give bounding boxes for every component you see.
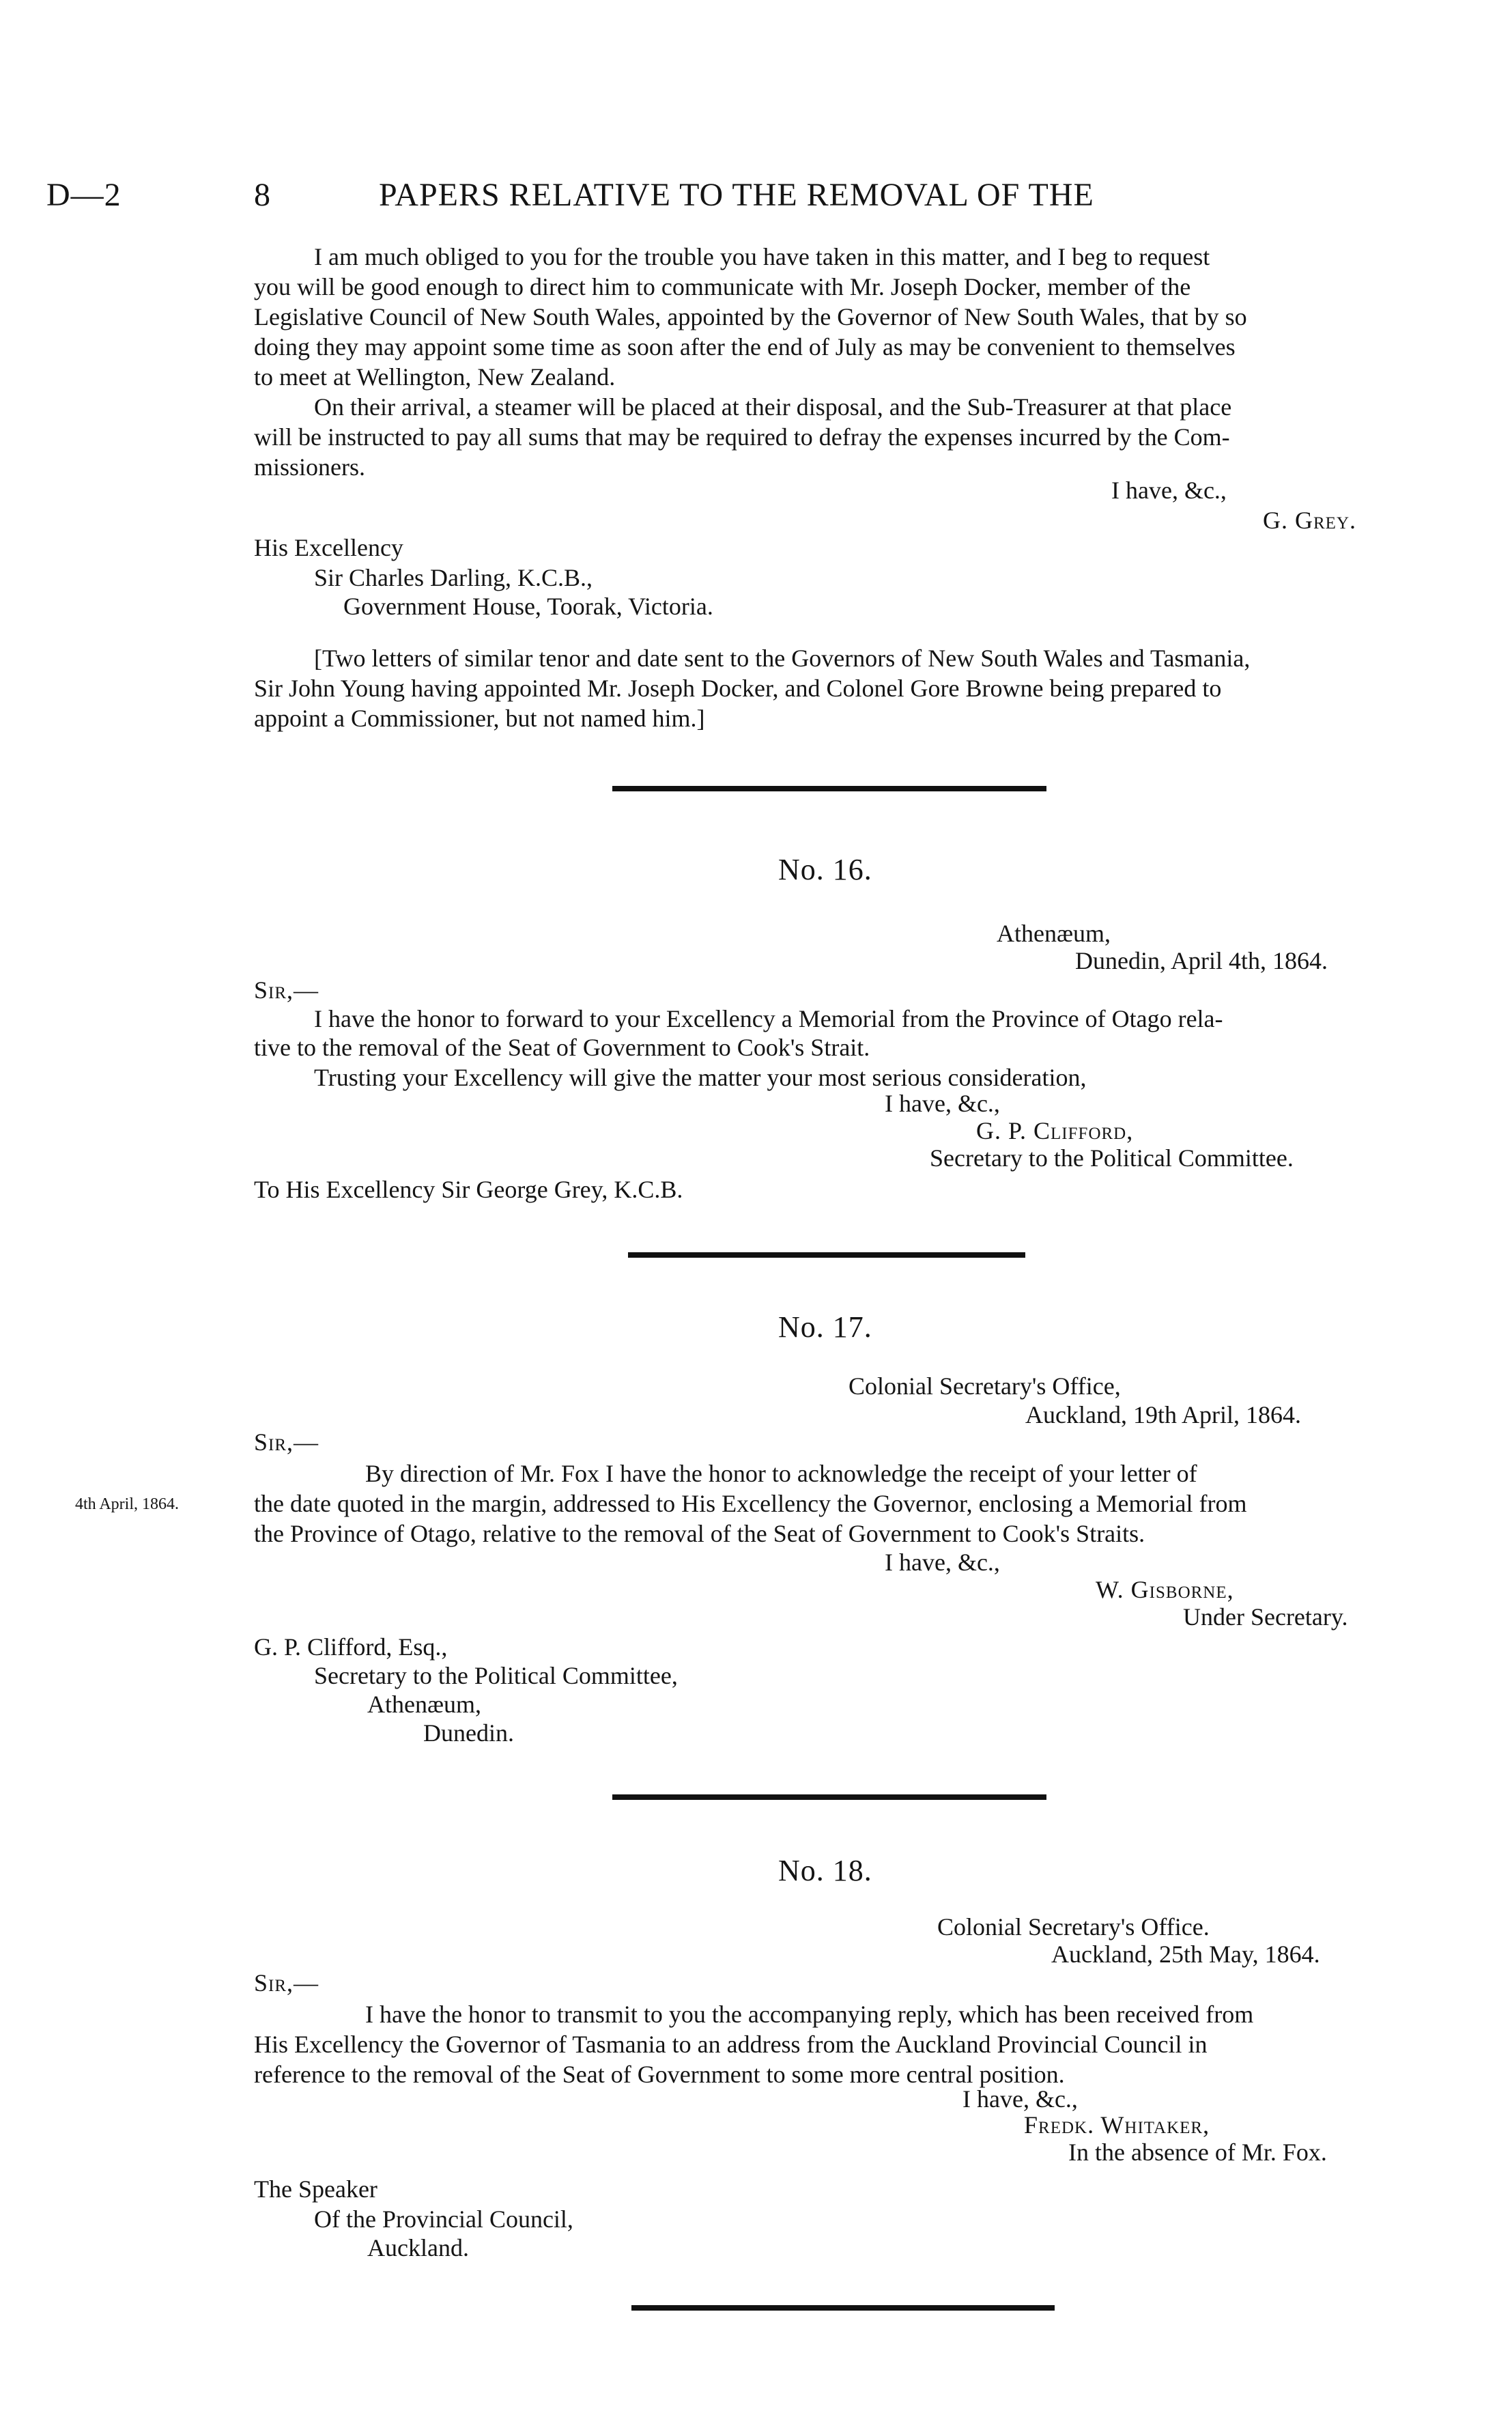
body-line: tive to the removal of the Seat of Government to Cook's Strait. bbox=[254, 1034, 870, 1061]
signature: G. Grey. bbox=[1263, 507, 1356, 534]
closing: I have, &c., bbox=[885, 1549, 1000, 1576]
closing: I have, &c., bbox=[962, 2085, 1078, 2113]
body-line: doing they may appoint some time as soon after the end of July as may be convenient to themselves bbox=[254, 333, 1236, 361]
signature: G. P. Clifford, bbox=[976, 1117, 1134, 1144]
date: Auckland, 19th April, 1864. bbox=[1025, 1401, 1301, 1428]
address-line: Government House, Toorak, Victoria. bbox=[343, 593, 713, 620]
signatory-title: Secretary to the Political Committee. bbox=[930, 1144, 1294, 1172]
closing: I have, &c., bbox=[885, 1090, 1000, 1117]
note-line: appoint a Commissioner, but not named him.] bbox=[254, 705, 705, 732]
running-title: PAPERS RELATIVE TO THE REMOVAL OF THE bbox=[379, 177, 1094, 213]
letter-number: No. 16. bbox=[778, 853, 872, 886]
address-line: His Excellency bbox=[254, 534, 403, 561]
body-line: By direction of Mr. Fox I have the honor to acknowledge the receipt of your letter of bbox=[365, 1460, 1197, 1487]
section-divider bbox=[631, 2305, 1055, 2311]
note-line: [Two letters of similar tenor and date sent to the Governors of New South Wales and Tasmania, bbox=[314, 645, 1251, 672]
note-line: Sir John Young having appointed Mr. Joseph Docker, and Colonel Gore Browne being prepared to bbox=[254, 675, 1222, 702]
salutation: Sir,— bbox=[254, 976, 319, 1004]
address-line: The Speaker bbox=[254, 2175, 377, 2203]
place: Colonial Secretary's Office. bbox=[937, 1913, 1210, 1941]
address-line: Sir Charles Darling, K.C.B., bbox=[314, 564, 593, 591]
page-number: 8 bbox=[254, 177, 271, 213]
body-line: Trusting your Excellency will give the matter your most serious consideration, bbox=[314, 1064, 1087, 1091]
date: Auckland, 25th May, 1864. bbox=[1051, 1941, 1320, 1968]
body-line: I have the honor to forward to your Excellency a Memorial from the Province of Otago rela- bbox=[314, 1005, 1223, 1032]
signatory-title: Under Secretary. bbox=[1183, 1603, 1348, 1631]
section-divider bbox=[628, 1252, 1025, 1258]
salutation: Sir,— bbox=[254, 1428, 319, 1456]
body-line: I have the honor to transmit to you the accompanying reply, which has been received from bbox=[365, 2001, 1254, 2028]
date: Dunedin, April 4th, 1864. bbox=[1075, 947, 1328, 974]
address-line: G. P. Clifford, Esq., bbox=[254, 1633, 448, 1661]
body-line: will be instructed to pay all sums that may be required to defray the expenses incurred by the Com- bbox=[254, 423, 1230, 451]
place: Athenæum, bbox=[997, 920, 1111, 947]
address-line: Dunedin. bbox=[423, 1719, 514, 1747]
address-line: Auckland. bbox=[367, 2234, 469, 2261]
body-line: to meet at Wellington, New Zealand. bbox=[254, 363, 616, 391]
closing: I have, &c., bbox=[1111, 477, 1227, 504]
place: Colonial Secretary's Office, bbox=[848, 1372, 1121, 1400]
address-line: Of the Provincial Council, bbox=[314, 2205, 573, 2233]
address-line: Athenæum, bbox=[367, 1691, 481, 1718]
salutation: Sir,— bbox=[254, 1969, 319, 1997]
body-line: the date quoted in the margin, addressed to His Excellency the Governor, enclosing a Memorial from bbox=[254, 1490, 1247, 1517]
document-reference: D—2 bbox=[46, 177, 122, 213]
body-line: On their arrival, a steamer will be placed at their disposal, and the Sub-Treasurer at that place bbox=[314, 393, 1232, 421]
body-line: missioners. bbox=[254, 453, 366, 481]
address-line: Secretary to the Political Committee, bbox=[314, 1662, 678, 1689]
margin-note: 4th April, 1864. bbox=[75, 1495, 180, 1513]
signature: W. Gisborne, bbox=[1096, 1576, 1234, 1603]
letter-number: No. 17. bbox=[778, 1310, 872, 1344]
body-line: Legislative Council of New South Wales, appointed by the Governor of New South Wales, that by so bbox=[254, 303, 1247, 330]
signature: Fredk. Whitaker, bbox=[1024, 2111, 1210, 2139]
body-line: reference to the removal of the Seat of Government to some more central position. bbox=[254, 2061, 1065, 2088]
body-line: you will be good enough to direct him to communicate with Mr. Joseph Docker, member of the bbox=[254, 273, 1191, 300]
body-line: I am much obliged to you for the trouble you have taken in this matter, and I beg to request bbox=[314, 243, 1210, 270]
signatory-title: In the absence of Mr. Fox. bbox=[1068, 2139, 1327, 2166]
body-line: the Province of Otago, relative to the removal of the Seat of Government to Cook's Straits. bbox=[254, 1520, 1145, 1547]
addressee: To His Excellency Sir George Grey, K.C.B. bbox=[254, 1176, 683, 1203]
section-divider bbox=[612, 1794, 1046, 1800]
body-line: His Excellency the Governor of Tasmania to an address from the Auckland Provincial Council in bbox=[254, 2031, 1208, 2058]
section-divider bbox=[612, 786, 1046, 791]
letter-number: No. 18. bbox=[778, 1854, 872, 1887]
